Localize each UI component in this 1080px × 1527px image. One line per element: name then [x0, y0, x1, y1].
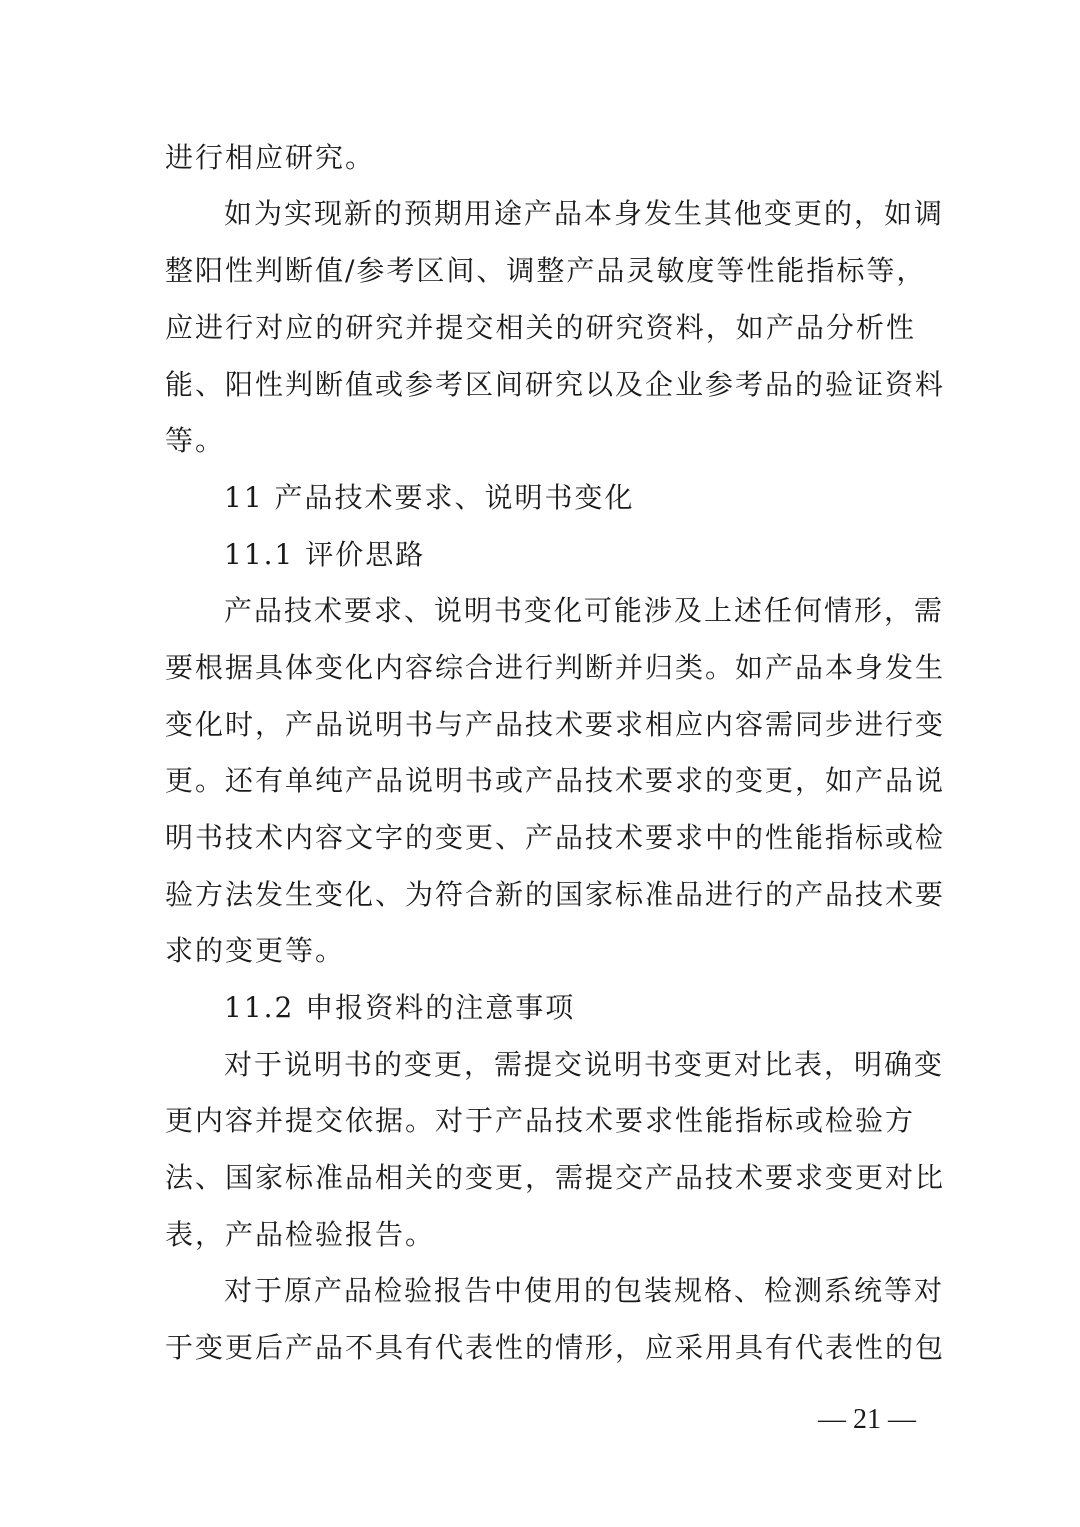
body-text-line: 于变更后产品不具有代表性的情形，应采用具有代表性的包	[165, 1331, 946, 1364]
body-text-line: 应进行对应的研究并提交相关的研究资料，如产品分析性	[165, 311, 916, 344]
page-number: — 21 —	[818, 1404, 916, 1435]
body-text-line: 进行相应研究。	[165, 141, 376, 174]
body-text-line: 验方法发生变化、为符合新的国家标准品进行的产品技术要	[165, 878, 946, 911]
body-text-line: 能、阳性判断值或参考区间研究以及企业参考品的验证资料	[165, 368, 946, 401]
paragraph-first-line: 产品技术要求、说明书变化可能涉及上述任何情形，需	[224, 594, 945, 627]
body-text-line: 更。还有单纯产品说明书或产品技术要求的变更，如产品说	[165, 764, 946, 797]
subsection-heading: 11.2 申报资料的注意事项	[224, 991, 576, 1024]
paragraph-first-line: 对于原产品检验报告中使用的包装规格、检测系统等对	[224, 1274, 945, 1307]
body-text-line: 明书技术内容文字的变更、产品技术要求中的性能指标或检	[165, 821, 946, 854]
body-text-line: 变化时，产品说明书与产品技术要求相应内容需同步进行变	[165, 708, 946, 741]
body-text-line: 求的变更等。	[165, 934, 346, 967]
section-heading: 11 产品技术要求、说明书变化	[224, 481, 635, 514]
body-text-line: 整阳性判断值/参考区间、调整产品灵敏度等性能指标等，	[165, 254, 927, 287]
body-text-line: 更内容并提交依据。对于产品技术要求性能指标或检验方	[165, 1104, 916, 1137]
body-text-line: 法、国家标准品相关的变更，需提交产品技术要求变更对比	[165, 1161, 946, 1194]
paragraph-first-line: 如为实现新的预期用途产品本身发生其他变更的，如调	[224, 197, 945, 230]
body-text-line: 要根据具体变化内容综合进行判断并归类。如产品本身发生	[165, 651, 946, 684]
body-text-line: 等。	[165, 424, 226, 457]
paragraph-first-line: 对于说明书的变更，需提交说明书变更对比表，明确变	[224, 1048, 945, 1081]
subsection-heading: 11.1 评价思路	[224, 538, 426, 571]
body-text-line: 表，产品检验报告。	[165, 1218, 436, 1251]
